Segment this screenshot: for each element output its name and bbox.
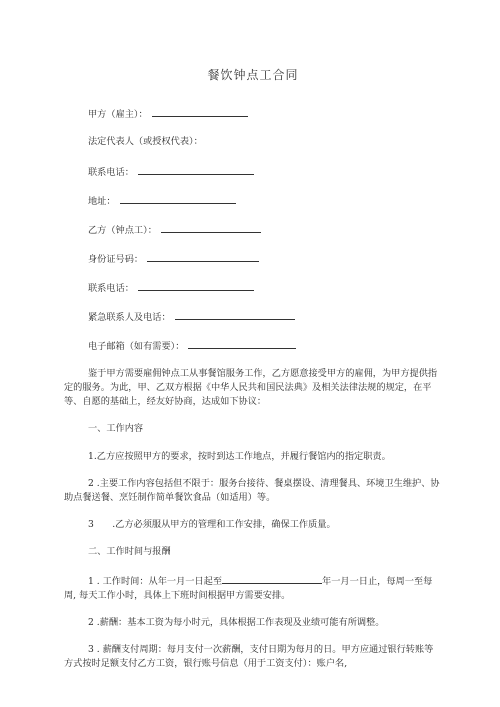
field-label: 联系电话：	[88, 167, 134, 178]
field-blank-line[interactable]	[138, 164, 254, 175]
field-blank-line[interactable]	[161, 222, 261, 233]
field-label: 身份证号码：	[88, 254, 144, 265]
field-row	[88, 309, 442, 323]
hours-pay-item-3: 3 . 薪酬支付周期：每月支付一次薪酬，支付日期为每月的日。甲方应通过银行转账等方式按时足额支付乙方工资，银行账号信息（用于工资支付）：账户名,	[64, 644, 434, 669]
field-label: 联系电话：	[88, 283, 134, 294]
document-title: 餐饮钟点工合同	[207, 68, 299, 82]
hours-pay-item-2: 2 .薪酬：基本工资为每小时元，具体根据工作表现及业绩可能有所调整。	[88, 617, 385, 628]
work-period-end: 年一月一日止，每周一至每周, 每天工作小时，具体上下班时间根据甲方需要安排。	[64, 576, 433, 601]
field-label: 地址：	[88, 196, 116, 207]
work-content-item-2: 2 .主要工作内容包括但不限于：服务台接待、餐桌摆设、清理餐具、环境卫生维护、协助点餐送餐、烹饪制作简单餐饮食品（如适用）等。	[64, 478, 440, 503]
field-row	[88, 251, 442, 265]
section-heading-hours-pay: 二、工作时间与报酬	[88, 546, 171, 557]
field-label: 紧急联系人及电话：	[88, 312, 171, 323]
field-row	[88, 280, 442, 294]
party-fields	[64, 106, 442, 352]
hours-pay-item-1	[64, 573, 442, 603]
field-label: 乙方（钟点工）：	[88, 225, 157, 236]
work-period-blank	[222, 573, 322, 584]
field-blank-line[interactable]	[138, 280, 254, 291]
field-blank-line[interactable]	[188, 338, 296, 349]
field-row	[88, 193, 442, 207]
field-row	[88, 338, 442, 352]
work-period-start: 1 . 工作时间：从年一月一日起至	[88, 576, 223, 587]
field-blank-line[interactable]	[120, 193, 236, 204]
section-heading-work-content: 一、工作内容	[88, 423, 144, 434]
field-row	[88, 222, 442, 236]
field-label: 甲方（雇主）：	[88, 109, 148, 120]
field-blank-line[interactable]	[152, 106, 248, 117]
field-label: 电子邮箱（如有需要）：	[88, 341, 185, 352]
work-content-item-3: 3 .乙方必须服从甲方的管理和工作安排，确保工作质量。	[88, 519, 336, 530]
field-blank-line[interactable]	[175, 309, 295, 320]
work-content-item-1: 1.乙方应按照甲方的要求，按时到达工作地点，并履行餐馆内的指定职责。	[88, 451, 391, 462]
intro-paragraph: 鉴于甲方需要雇佣钟点工从事餐馆服务工作，乙方愿意接受甲方的雇佣，为甲方提供指定的服务。为此，甲、乙双方根据《中华人民共和国民法典》及相关法律法规的规定，在平等、自愿的基础上，经友好协商，达成如下协议：	[64, 368, 438, 407]
field-blank-line[interactable]	[147, 251, 259, 262]
field-label: 法定代表人（或授权代表）：	[88, 136, 203, 147]
field-row	[88, 106, 442, 120]
field-row	[88, 164, 442, 178]
field-row	[88, 135, 442, 149]
